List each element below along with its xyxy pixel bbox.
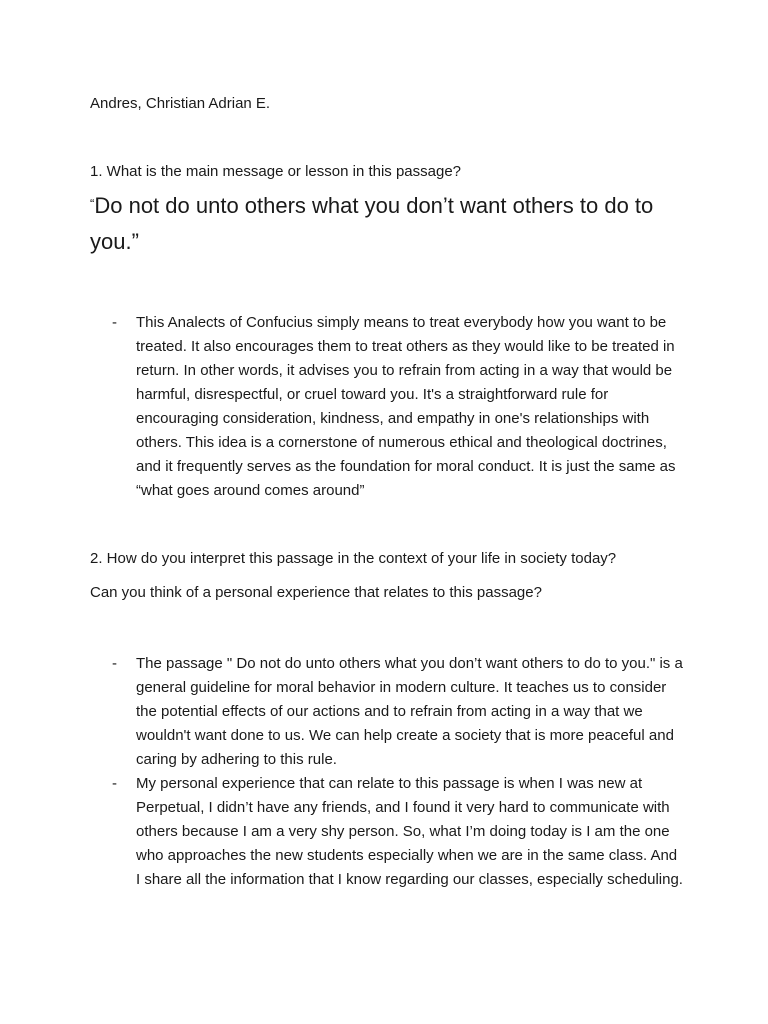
question-2: 2. How do you interpret this passage in the context of your life in society today? <box>90 550 617 567</box>
quote-text: Do not do unto others what you don’t want others to do to you.” <box>90 193 654 254</box>
question-1: 1. What is the main message or lesson in this passage? <box>90 163 462 180</box>
quote-passage <box>90 186 690 260</box>
list-item <box>112 772 684 892</box>
list-item <box>112 652 684 772</box>
answer-2-text-1: The passage " Do not do unto others what you don’t want others to do to you." is a general guideline for moral behavior in modern culture. It teaches us to consider the potential effects of our actions and to refrain from acting in a way that we wouldn't want done to us. We can help create a society that is more peaceful and caring by adhering to this rule. <box>136 655 683 768</box>
bullet-dash: - <box>112 655 117 672</box>
question-2-followup: Can you think of a personal experience that relates to this passage? <box>90 584 542 601</box>
answer-2-list <box>112 652 684 892</box>
quote-open-mark: “ <box>90 196 95 211</box>
answer-1-list <box>112 311 684 503</box>
answer-1-text: This Analects of Confucius simply means to treat everybody how you want to be treated. It also encourages them to treat others as they would like to be treated in return. In other words, it advises you to refrain from acting in a way that would be harmful, disrespectful, or cruel toward you. It's a straightforward rule for encouraging consideration, kindness, and empathy in one's relationships with others. This idea is a cornerstone of numerous ethical and theological doctrines, and it frequently serves as the foundation for moral conduct. It is just the same as “what goes around comes around” <box>136 314 676 499</box>
bullet-dash: - <box>112 314 117 331</box>
author-name: Andres, Christian Adrian E. <box>90 95 271 112</box>
bullet-dash: - <box>112 775 117 792</box>
answer-2-text-2: My personal experience that can relate to this passage is when I was new at Perpetual, I didn’t have any friends, and I found it very hard to communicate with others because I am a very shy person. So, what I’m doing today is I am the one who approaches the new students especially when we are in the same class. And I share all the information that I know regarding our classes, especially scheduling. <box>136 775 683 888</box>
list-item <box>112 311 684 503</box>
